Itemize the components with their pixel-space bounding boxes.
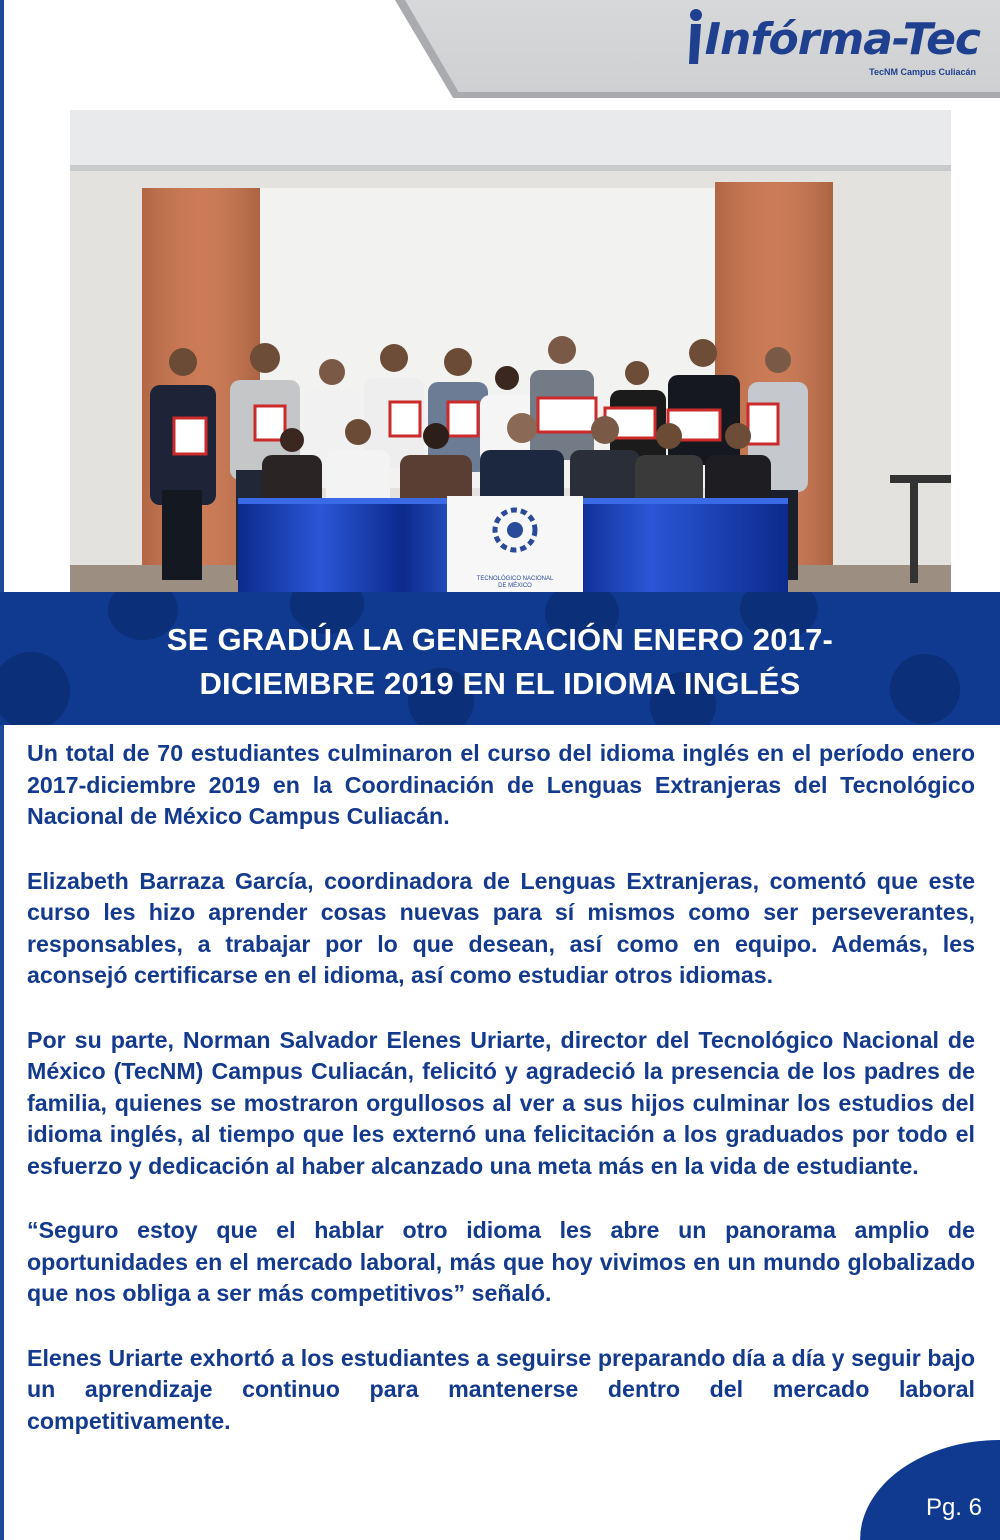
graduation-group-photo xyxy=(70,110,951,592)
article-body xyxy=(27,738,975,1470)
paragraph-1: Un total de 70 estudiantes culminaron el curso del idioma inglés en el período enero 2017-diciembre 2019 en la Coordinación de Lenguas Extranjeras del Tecnológico Nacional de México Campus Culiacán. xyxy=(27,740,975,829)
headline-line-1: SE GRADÚA LA GENERACIÓN ENERO 2017- xyxy=(166,622,834,657)
logo-wordmark: Infórma-Tec xyxy=(704,14,980,65)
headline-line-2: DICIEMBRE 2019 EN EL IDIOMA INGLÉS xyxy=(199,666,801,701)
paragraph-4: “Seguro estoy que el hablar otro idioma les abre un panorama amplio de oportunidades en el mercado laboral, más que hoy vivimos en un mundo globalizado que nos obliga a ser más competitivos” señaló. xyxy=(27,1217,975,1306)
paragraph-2: Elizabeth Barraza García, coordinadora de Lenguas Extranjeras, comentó que este curso les hizo aprender cosas nuevas para sí mismos como ser perseverantes, responsables, a trabajar por lo que desean, así como en equipo. Además, les aconsejó certificarse en el idioma, así como estudiar otros idiomas. xyxy=(27,867,975,988)
logo-subtitle: TecNM Campus Culiacán xyxy=(869,67,976,77)
photo-banner-text: TECNOLÓGICO NACIONAL DE MÉXICO xyxy=(476,576,554,589)
left-accent-rule xyxy=(0,0,4,1540)
paragraph-5: Elenes Uriarte exhortó a los estudiantes a seguirse preparando día a día y seguir bajo un aprendizaje continuo para mantenerse dentro del mercado laboral competitivamente. xyxy=(27,1344,975,1434)
informa-tec-logo xyxy=(685,8,980,77)
headline-band xyxy=(0,592,1000,725)
person-logo-icon xyxy=(685,8,705,71)
page-number: Pg. 6 xyxy=(925,1494,982,1521)
headline xyxy=(0,618,1000,706)
paragraph-3: Por su parte, Norman Salvador Elenes Uriarte, director del Tecnológico Nacional de México (TecNM) Campus Culiacán, felicitó y agradeció la presencia de los padres de familia, quienes se mostraron orgullosos al ver a sus hijos culminar los estudios del idioma inglés, al tiempo que les externó una felicitación a los graduados por todo el esfuerzo y dedicación al haber alcanzado una meta más en la vida de estudiante. xyxy=(27,1026,975,1179)
